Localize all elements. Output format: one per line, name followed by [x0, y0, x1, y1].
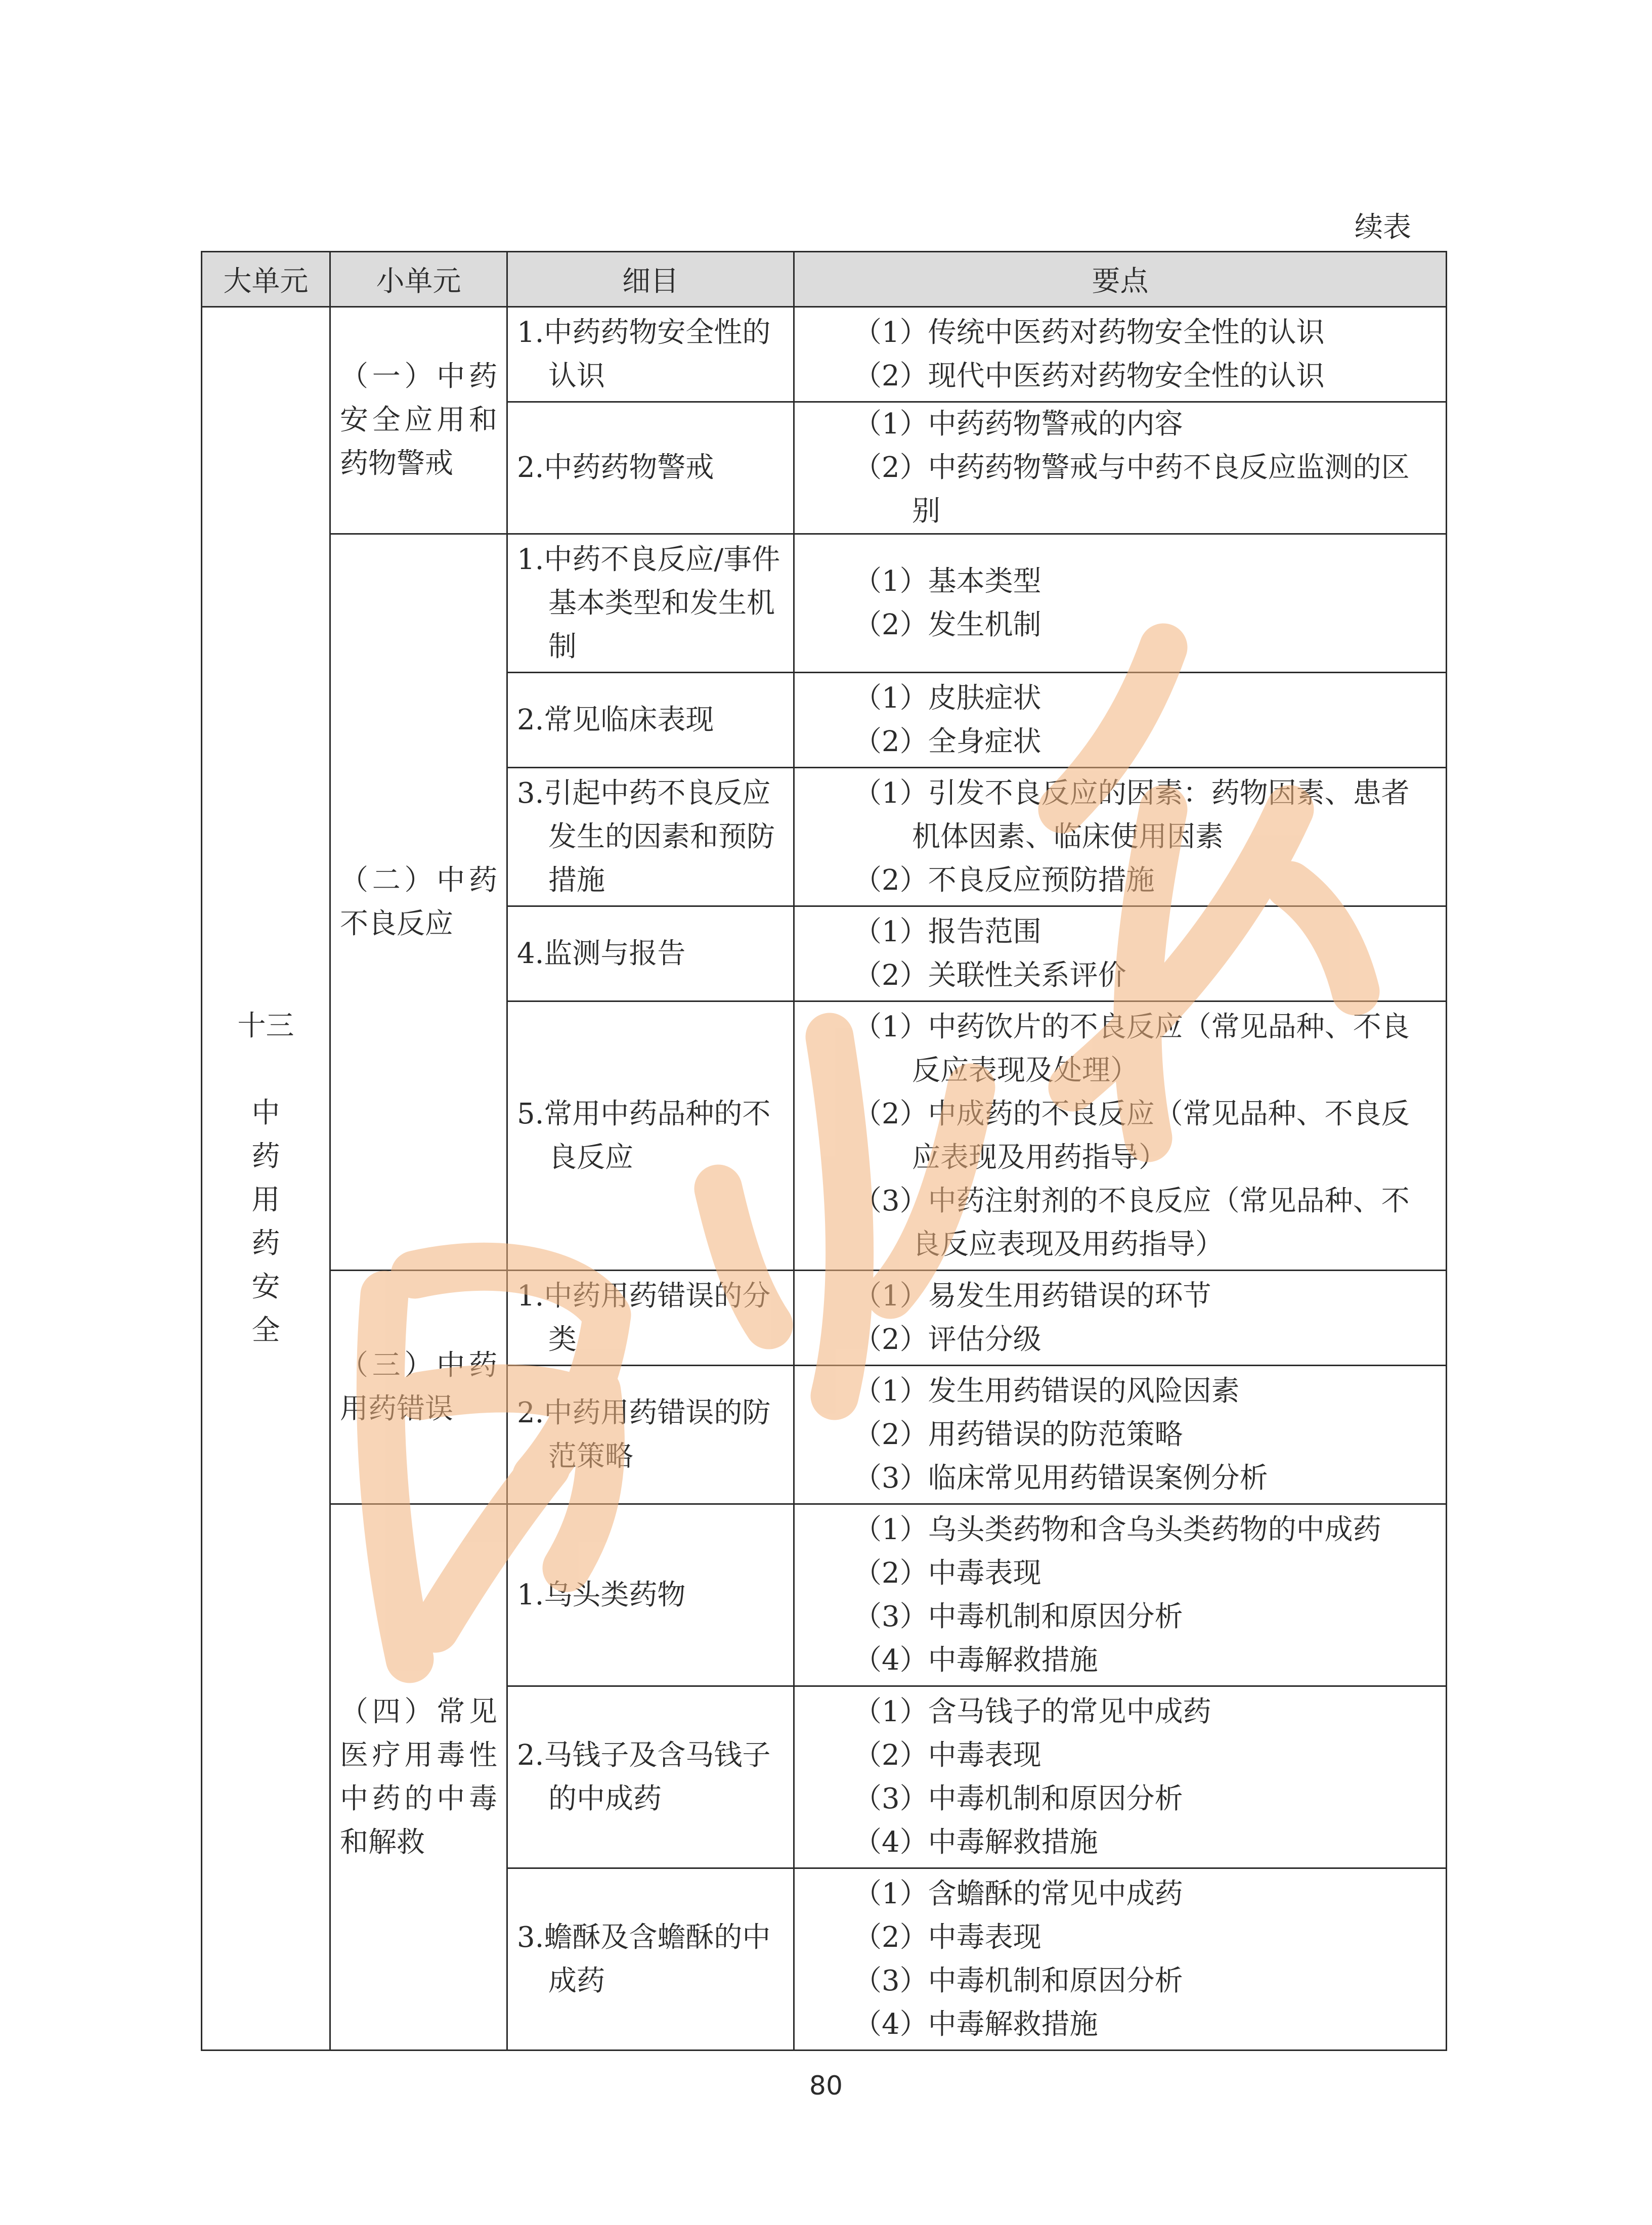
- table-row: [202, 1271, 1447, 1366]
- big-unit-number: 十三: [237, 1010, 294, 1042]
- item-cell: 5.常用中药品种的不良反应: [507, 1001, 794, 1271]
- sub-unit-cell: （二）中药不良反应: [330, 534, 507, 1271]
- sub-unit-cell: （一）中药安全应用和药物警戒: [330, 307, 507, 534]
- item-cell: 2.中药药物警戒: [507, 402, 794, 534]
- point: （2）全身症状: [853, 725, 1041, 758]
- continued-label: 续表: [1355, 211, 1411, 244]
- sub-unit-cell: （三）中药用药错误: [330, 1271, 507, 1504]
- big-unit-cell: [202, 307, 330, 2051]
- point: （1）报告范围: [853, 915, 1041, 948]
- header-big-unit: 大单元: [202, 252, 330, 307]
- point: （4）中毒解救措施: [853, 1825, 1098, 1859]
- big-unit-name-char: 用: [251, 1184, 280, 1216]
- syllabus-table: [201, 251, 1447, 2051]
- point: （2）发生机制: [853, 608, 1041, 641]
- table-row: [202, 534, 1447, 673]
- point: （3）中毒机制和原因分析: [853, 1782, 1183, 1815]
- point: （4）中毒解救措施: [853, 1643, 1098, 1677]
- point: （1）中药药物警戒的内容: [853, 408, 1183, 441]
- header-points: 要点: [794, 252, 1447, 307]
- point: （2）中成药的不良反应（常见品种、不良反应表现及用药指导）: [853, 1097, 1410, 1174]
- points-cell: [794, 768, 1447, 906]
- point: （3）中毒机制和原因分析: [853, 1964, 1183, 1997]
- header-sub-unit: 小单元: [330, 252, 507, 307]
- point: （2）用药错误的防范策略: [853, 1418, 1183, 1451]
- point: （2）中毒表现: [853, 1738, 1041, 1772]
- item-cell: 1.乌头类药物: [507, 1504, 794, 1686]
- item-cell: 2.中药用药错误的防范策略: [507, 1366, 794, 1504]
- table-row: [202, 1504, 1447, 1686]
- point: （1）引发不良反应的因素：药物因素、患者机体因素、临床使用因素: [853, 776, 1410, 853]
- point: （1）传统中医药对药物安全性的认识: [853, 316, 1325, 349]
- point: （1）乌头类药物和含乌头类药物的中成药: [853, 1513, 1381, 1546]
- point: （2）中毒表现: [853, 1556, 1041, 1590]
- point: （1）含蟾酥的常见中成药: [853, 1877, 1183, 1910]
- big-unit-name-char: 安: [251, 1271, 280, 1303]
- points-cell: [794, 906, 1447, 1001]
- big-unit-name-char: 药: [251, 1140, 280, 1173]
- point: （2）中药药物警戒与中药不良反应监测的区别: [853, 451, 1410, 528]
- points-cell: [794, 402, 1447, 534]
- points-cell: [794, 673, 1447, 768]
- sub-unit-cell: （四）常见医疗用毒性中药的中毒和解救: [330, 1504, 507, 2051]
- point: （1）发生用药错误的风险因素: [853, 1374, 1240, 1408]
- points-cell: [794, 534, 1447, 673]
- item-cell: 3.蟾酥及含蟾酥的中成药: [507, 1868, 794, 2051]
- big-unit-name-char: 药: [251, 1227, 280, 1260]
- points-cell: [794, 1271, 1447, 1366]
- big-unit-name-char: 全: [251, 1314, 280, 1347]
- point: （1）含马钱子的常见中成药: [853, 1695, 1211, 1728]
- point: （2）现代中医药对药物安全性的认识: [853, 359, 1325, 392]
- point: （2）中毒表现: [853, 1921, 1041, 1954]
- point: （3）临床常见用药错误案例分析: [853, 1461, 1268, 1495]
- point: （1）易发生用药错误的环节: [853, 1279, 1211, 1313]
- points-cell: [794, 307, 1447, 402]
- point: （1）中药饮片的不良反应（常见品种、不良反应表现及处理）: [853, 1010, 1410, 1087]
- big-unit-name: [211, 1092, 320, 1353]
- point: （2）评估分级: [853, 1323, 1041, 1356]
- point: （1）基本类型: [853, 564, 1041, 598]
- point: （1）皮肤症状: [853, 681, 1041, 715]
- points-cell: [794, 1366, 1447, 1504]
- points-cell: [794, 1504, 1447, 1686]
- table-header-row: [202, 252, 1447, 307]
- point: （4）中毒解救措施: [853, 2008, 1098, 2041]
- item-cell: 1.中药用药错误的分类: [507, 1271, 794, 1366]
- item-cell: 3.引起中药不良反应发生的因素和预防措施: [507, 768, 794, 906]
- point: （3）中毒机制和原因分析: [853, 1600, 1183, 1633]
- points-cell: [794, 1001, 1447, 1271]
- big-unit-name-char: 中: [251, 1097, 280, 1129]
- points-cell: [794, 1868, 1447, 2051]
- point: （2）关联性关系评价: [853, 958, 1126, 992]
- item-cell: 1.中药不良反应/事件基本类型和发生机制: [507, 534, 794, 673]
- header-item: 细目: [507, 252, 794, 307]
- points-cell: [794, 1686, 1447, 1868]
- point: （3）中药注射剂的不良反应（常见品种、不良反应表现及用药指导）: [853, 1184, 1410, 1261]
- item-cell: 2.常见临床表现: [507, 673, 794, 768]
- point: （2）不良反应预防措施: [853, 863, 1155, 897]
- table-row: [202, 307, 1447, 402]
- item-cell: 1.中药药物安全性的认识: [507, 307, 794, 402]
- item-cell: 4.监测与报告: [507, 906, 794, 1001]
- page-number: 80: [809, 2071, 843, 2101]
- item-cell: 2.马钱子及含马钱子的中成药: [507, 1686, 794, 1868]
